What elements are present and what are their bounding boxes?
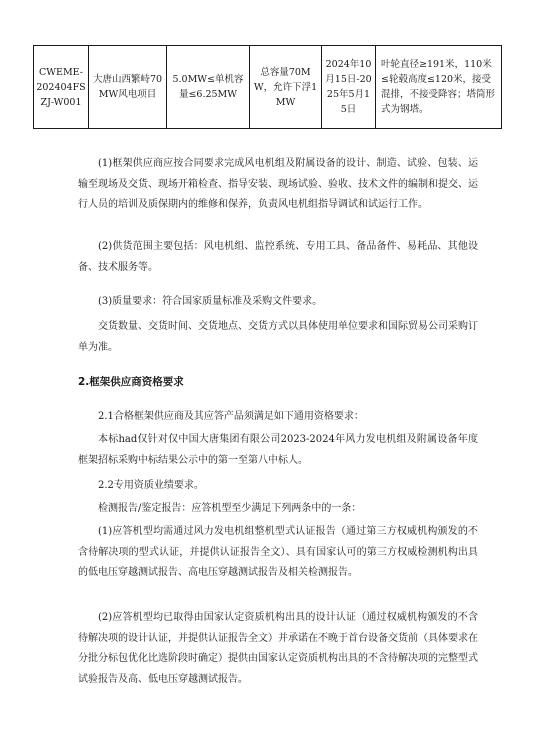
table-row [34,46,502,129]
paragraph-quality: (3)质量要求：符合国家质量标准及采购文件要求。 [98,296,323,307]
cell-total-capacity: 总容量70MW，允许下浮1MW [250,46,322,129]
spec-table [33,45,502,129]
paragraph-scope-2: (2)供货范围主要包括：风电机组、监控系统、专用工具、备品备件、易耗品、其他设备、技术服务等。 [78,241,478,273]
paragraph-scope-1: (1)框架供应商应按合同要求完成风电机组及附属设备的设计、制造、试验、包装、运输至现场及交货、现场开箱检查、指导安装、现场试验、验收、技术文件的编制和提交、运行人员的培训及质保期内的维修和保养，负责风电机组指导调试和试运行工作。 [78,158,478,210]
cell-project: 大唐山西繁峙70MW风电项目 [89,46,167,129]
paragraph-general-requirements: 2.1合格框架供应商及其应答产品须满足如下通用资格要求： [98,411,364,422]
paragraph-special-qualification: 2.2专用资质业绩要求。 [98,480,204,491]
paragraph-option-1: (1)应答机型均需通过风力发电机组整机型式认证报告（通过第三方权威机构颁发的不含待解决项的型式认证，并提供认证报告全文）、具有国家认可的第三方权威检测机构出具的低电压穿越测试报告、高电压穿越测试报告及相关检测报告。 [78,526,478,578]
cell-delivery: 2024年10月15日-2025年5月15日 [322,46,376,129]
paragraph-test-reports: 检测报告/鉴定报告：应答机型至少满足下列两条中的一条： [98,503,362,514]
cell-code: CWEME-202404FSZJ-W001 [34,46,89,129]
cell-requirements: 叶轮直径≥191米，110米≤轮毂高度≤120米，接受混排，不接受降容；塔筒形式为钢塔。 [376,46,502,129]
paragraph-delivery: 交货数量、交货时间、交货地点、交货方式以具体使用单位要求和国际贸易公司采购订单为准。 [78,321,478,353]
cell-unit-capacity: 5.0MW≤单机容量≤6.25MW [167,46,250,129]
paragraph-option-2: (2)应答机型均已取得由国家认定资质机构出具的设计认证（通过权威机构颁发的不含待解决项的设计认证，并提供认证报告全文）并承诺在不晚于首台设备交货前（具体要求在分批分标包优化比选阶段时确定）提供由国家认定资质机构出具的不含待解决项的完整型式试验报告及高、低电压穿越测试报告。 [78,612,478,685]
paragraph-eligible-bidders: 本标had仅针对仅中国大唐集团有限公司2023-2024年风力发电机组及附属设备年度框架招标采购中标结果公示中的第一至第八中标人。 [78,434,478,466]
section-heading: 2.框架供应商资格要求 [78,376,184,388]
